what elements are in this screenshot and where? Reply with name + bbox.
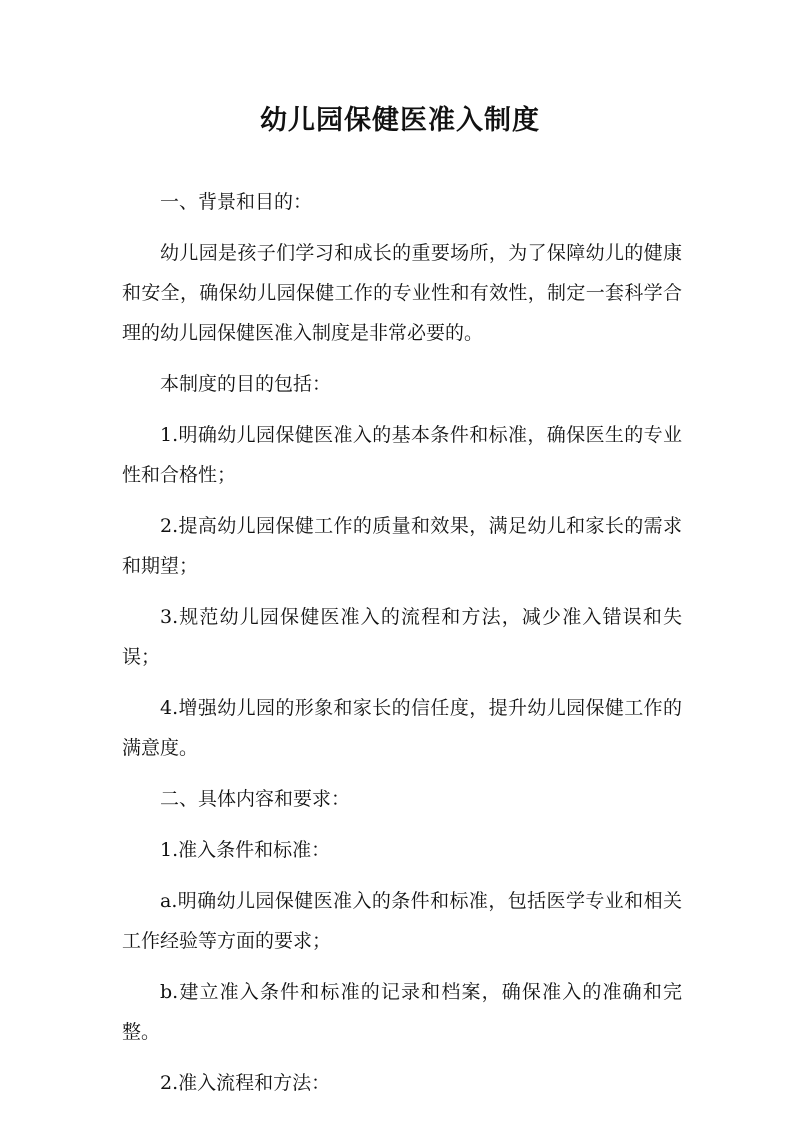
purpose-item-3: 3.规范幼儿园保健医准入的流程和方法，减少准入错误和失误； bbox=[122, 606, 682, 668]
purpose-item-1: 1.明确幼儿园保健医准入的基本条件和标准，确保医生的专业性和合格性； bbox=[122, 424, 682, 486]
paragraph-intro: 幼儿园是孩子们学习和成长的重要场所，为了保障幼儿的健康和安全，确保幼儿园保健工作的专业性和有效性，制定一套科学合理的幼儿园保健医准入制度是非常必要的。 bbox=[122, 242, 682, 344]
conditions-item-b: b.建立准入条件和标准的记录和档案，确保准入的准确和完整。 bbox=[122, 981, 682, 1043]
purpose-item-4: 4.增强幼儿园的形象和家长的信任度，提升幼儿园保健工作的满意度。 bbox=[122, 697, 682, 759]
paragraph-purpose-lead: 本制度的目的包括： bbox=[160, 373, 332, 395]
section-heading-background: 一、背景和目的： bbox=[160, 191, 313, 213]
subsection-heading-process: 2.准入流程和方法： bbox=[160, 1072, 331, 1094]
purpose-item-2: 2.提高幼儿园保健工作的质量和效果，满足幼儿和家长的需求和期望； bbox=[122, 515, 682, 577]
document-body bbox=[122, 182, 682, 1114]
document-title: 幼儿园保健医准入制度 bbox=[260, 105, 540, 136]
conditions-item-a: a.明确幼儿园保健医准入的条件和标准，包括医学专业和相关工作经验等方面的要求； bbox=[122, 890, 682, 952]
subsection-heading-conditions: 1.准入条件和标准： bbox=[160, 839, 331, 861]
section-heading-content: 二、具体内容和要求： bbox=[160, 788, 351, 810]
